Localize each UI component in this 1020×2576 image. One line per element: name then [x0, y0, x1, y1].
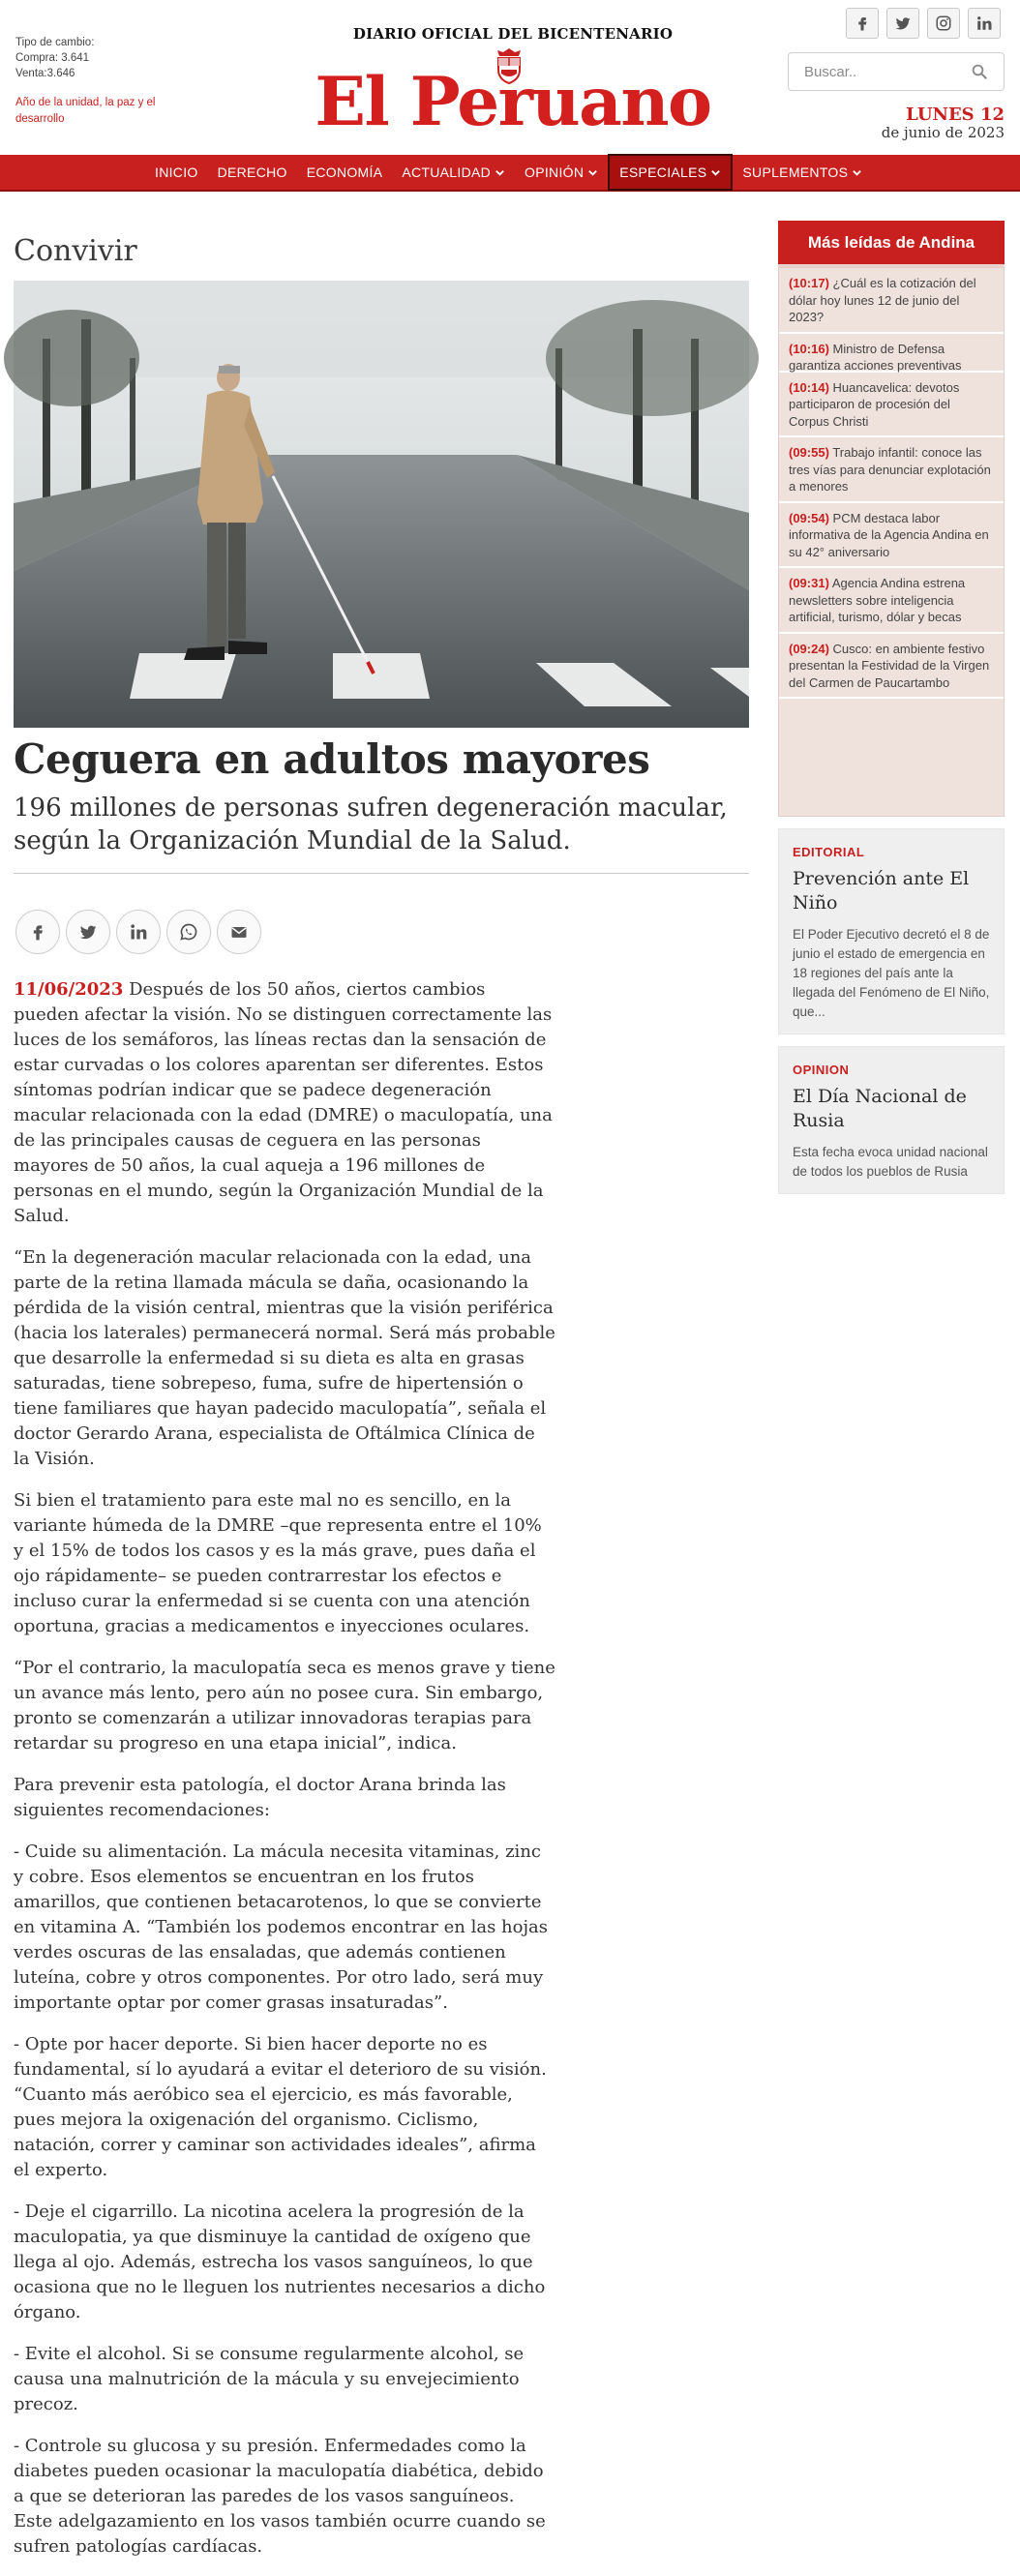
item-time: (10:16)	[789, 341, 829, 356]
nav-item-actualidad[interactable]	[392, 155, 515, 190]
share-bar	[15, 910, 261, 954]
search-icon[interactable]	[971, 63, 988, 80]
year-motto: Año de la unidad, la paz y el desarrollo	[15, 97, 156, 125]
current-date-day: LUNES 12	[906, 105, 1005, 125]
editorial-kicker: EDITORIAL	[793, 845, 865, 859]
item-time: (10:14)	[789, 379, 829, 395]
mas-leidas-list	[778, 267, 1005, 817]
mas-leidas-item[interactable]	[779, 268, 1004, 334]
article-title: Ceguera en adultos mayores	[14, 735, 650, 783]
article-paragraph: “Por el contrario, la maculopatía seca es menos grave y tiene un avance más lento, pero aún no posee cura. Sin embargo, pronto se comenzarán a utilizar innovadoras terapias para retardar su progreso en una etapa inicial”, indica.	[14, 1658, 555, 1753]
current-date-rest: de junio de 2023	[881, 124, 1005, 141]
opinion-text: Esta fecha evoca unidad nacional de todos los pueblos de Rusia	[793, 1145, 988, 1179]
opinion-kicker: OPINION	[793, 1063, 850, 1077]
search-input[interactable]	[789, 53, 953, 90]
divider	[14, 873, 749, 874]
sidebar	[778, 221, 1005, 1194]
item-time: (10:17)	[789, 276, 829, 290]
share-whatsapp-icon[interactable]	[166, 910, 211, 954]
item-text: Trabajo infantil: conoce las tres vías para denunciar explotación a menores	[789, 445, 991, 494]
hero-image	[14, 281, 749, 728]
item-time: (09:31)	[789, 576, 829, 590]
nav-item-economia[interactable]	[297, 155, 393, 190]
exchange-rate	[15, 35, 94, 81]
nav-label: INICIO	[155, 165, 198, 180]
item-text: Cusco: en ambiente festivo presentan la Festividad de la Virgen del Carmen de Paucartambo	[789, 641, 990, 690]
mas-leidas-item[interactable]	[779, 373, 1004, 438]
nav-label: ESPECIALES	[619, 165, 707, 180]
main-nav	[0, 155, 1020, 192]
social-links	[846, 8, 1001, 39]
exchange-compra: Compra: 3.641	[15, 52, 90, 64]
twitter-icon[interactable]	[886, 8, 919, 39]
nav-item-inicio[interactable]	[145, 155, 208, 190]
opinion-title[interactable]: El Día Nacional de Rusia	[793, 1086, 967, 1131]
article-body	[14, 977, 555, 2576]
item-text: PCM destaca labor informativa de la Agencia Andina en su 42° aniversario	[789, 510, 989, 559]
newspaper-tagline: DIARIO OFICIAL DEL BICENTENARIO	[352, 25, 674, 43]
nav-item-especiales[interactable]	[608, 154, 733, 191]
opinion-box	[778, 1046, 1005, 1194]
item-text: Agencia Andina estrena newsletters sobre inteligencia artificial, turismo, dólar y becas	[789, 576, 966, 624]
nav-item-suplementos[interactable]	[733, 155, 872, 190]
nav-label: OPINIÓN	[525, 165, 585, 180]
mas-leidas-item[interactable]	[779, 334, 1004, 373]
instagram-icon[interactable]	[927, 8, 960, 39]
mas-leidas-item[interactable]	[779, 437, 1004, 503]
item-time: (09:54)	[789, 510, 829, 525]
article-date: 11/06/2023	[14, 979, 124, 1000]
chevron-down-icon	[852, 167, 862, 178]
item-time: (09:24)	[789, 641, 829, 656]
share-email-icon[interactable]	[217, 910, 261, 954]
editorial-title[interactable]: Prevención ante El Niño	[793, 868, 970, 914]
nav-item-opinion[interactable]	[515, 155, 608, 190]
site-header	[0, 0, 1020, 155]
editorial-box	[778, 828, 1005, 1034]
site-logo[interactable]: El Peruano	[315, 63, 711, 141]
item-text: ¿Cuál es la cotización del dólar hoy lunes 12 de junio del 2023?	[789, 276, 976, 324]
mas-leidas-item[interactable]	[779, 568, 1004, 634]
nav-label: DERECHO	[217, 165, 287, 180]
editorial-text: El Poder Ejecutivo decretó el 8 de junio el estado de emergencia en 18 regiones del país ante la llegada del Fenómeno de El Niño, que...	[793, 927, 990, 1019]
search-box	[788, 52, 1005, 91]
article-paragraph: Si bien el tratamiento para este mal no es sencillo, en la variante húmeda de la DMRE –que representa entre el 10% y el 15% de todos los casos y es la más grave, pues daña el ojo rápidamente– se pueden contrarrestar los efectos e incluso curar la enfermedad si se cuenta con una atención oportuna, gracias a medicamentos e inyecciones oculares.	[14, 1490, 542, 1636]
item-text: Huancavelica: devotos participaron de procesión del Corpus Christi	[789, 379, 960, 429]
item-time: (09:55)	[789, 445, 829, 460]
article-paragraph: - Controle su glucosa y su presión. Enfermedades como la diabetes pueden ocasionar la maculopatía diabética, debido a que se deterioran las paredes de los vasos sanguíneos. Este adelgazamiento en los vasos también ocurre cuando se sufren patologías cardíacas.	[14, 2436, 546, 2557]
chevron-down-icon	[587, 167, 598, 178]
share-facebook-icon[interactable]	[15, 910, 60, 954]
article-subtitle: 196 millones de personas sufren degeneración macular, según la Organización Mundial de la Salud.	[14, 794, 728, 855]
share-twitter-icon[interactable]	[66, 910, 110, 954]
linkedin-icon[interactable]	[968, 8, 1001, 39]
exchange-label: Tipo de cambio:	[15, 37, 95, 48]
exchange-venta: Venta:3.646	[15, 68, 75, 79]
article-paragraph: - Cuide su alimentación. La mácula necesita vitaminas, zinc y cobre. Esos elementos se encuentran en los frutos amarillos, que contienen betacarotenos, lo que se convierte en vitamina A. “También los podemos encontrar en las hojas verdes oscuras de las ensaladas, que además contienen luteína, cobre y otros componentes. Por otro lado, será muy importante optar por comer grasas insaturadas”.	[14, 1842, 549, 2013]
nav-label: SUPLEMENTOS	[742, 165, 849, 180]
chevron-down-icon	[710, 167, 721, 178]
facebook-icon[interactable]	[846, 8, 879, 39]
article-paragraph	[14, 977, 555, 1229]
article-paragraph: - Opte por hacer deporte. Si bien hacer deporte no es fundamental, sí lo ayudará a evitar el deterioro de su visión. “Cuanto más aeróbico sea el ejercicio, es más favorable, pues mejora la oxigenación del organismo. Ciclismo, natación, correr y caminar son actividades ideales”, afirma el experto.	[14, 2034, 547, 2180]
mas-leidas-item[interactable]	[779, 634, 1004, 700]
item-text: Ministro de Defensa garantiza acciones preventivas	[789, 341, 962, 373]
article-paragraph: - Evite el alcohol. Si se consume regularmente alcohol, se causa una malnutrición de la mácula y su envejecimiento precoz.	[14, 2344, 525, 2414]
chevron-down-icon	[495, 167, 505, 178]
share-linkedin-icon[interactable]	[116, 910, 161, 954]
paragraph-text: Después de los 50 años, ciertos cambios pueden afectar la visión. No se distinguen correctamente las luces de los semáforos, las líneas rectas dan la sensación de estar curvadas o los colores aparentan ser diferentes. Estos síntomas podrían indicar que se padece degeneración macular relacionada con la edad (DMRE) o maculopatía, una de las principales causas de ceguera en las personas mayores de 50 años, la cual aqueja a 196 millones de personas en el mundo, según la Organización Mundial de la Salud.	[14, 979, 553, 1226]
section-title: Convivir	[14, 234, 137, 268]
mas-leidas-title: Más leídas de Andina	[778, 221, 1005, 267]
nav-item-derecho[interactable]	[208, 155, 297, 190]
nav-label: ECONOMÍA	[306, 165, 383, 180]
article-paragraph: - Deje el cigarrillo. La nicotina acelera la progresión de la maculopatia, ya que disminuye la cantidad de oxígeno que llega al ojo. Además, estrecha los vasos sanguíneos, lo que ocasiona que no le lleguen los nutrientes necesarios a dicho órgano.	[14, 2202, 546, 2322]
article-paragraph: “En la degeneración macular relacionada con la edad, una parte de la retina llamada mácula se daña, ocasionando la pérdida de la visión central, mientras que la visión periférica (hacia los laterales) permanecerá normal. Será más probable que desarrolle la enfermedad si su dieta es alta en grasas saturadas, tiene sobrepeso, fuma, sufre de hipertensión o tiene familiares que hayan padecido maculopatía”, señala el doctor Gerardo Arana, especialista de Oftálmica Clínica de la Visión.	[14, 1247, 555, 1469]
nav-label: ACTUALIDAD	[402, 165, 492, 180]
article-paragraph: Para prevenir esta patología, el doctor Arana brinda las siguientes recomendaciones:	[14, 1775, 506, 1820]
mas-leidas-item[interactable]	[779, 503, 1004, 569]
